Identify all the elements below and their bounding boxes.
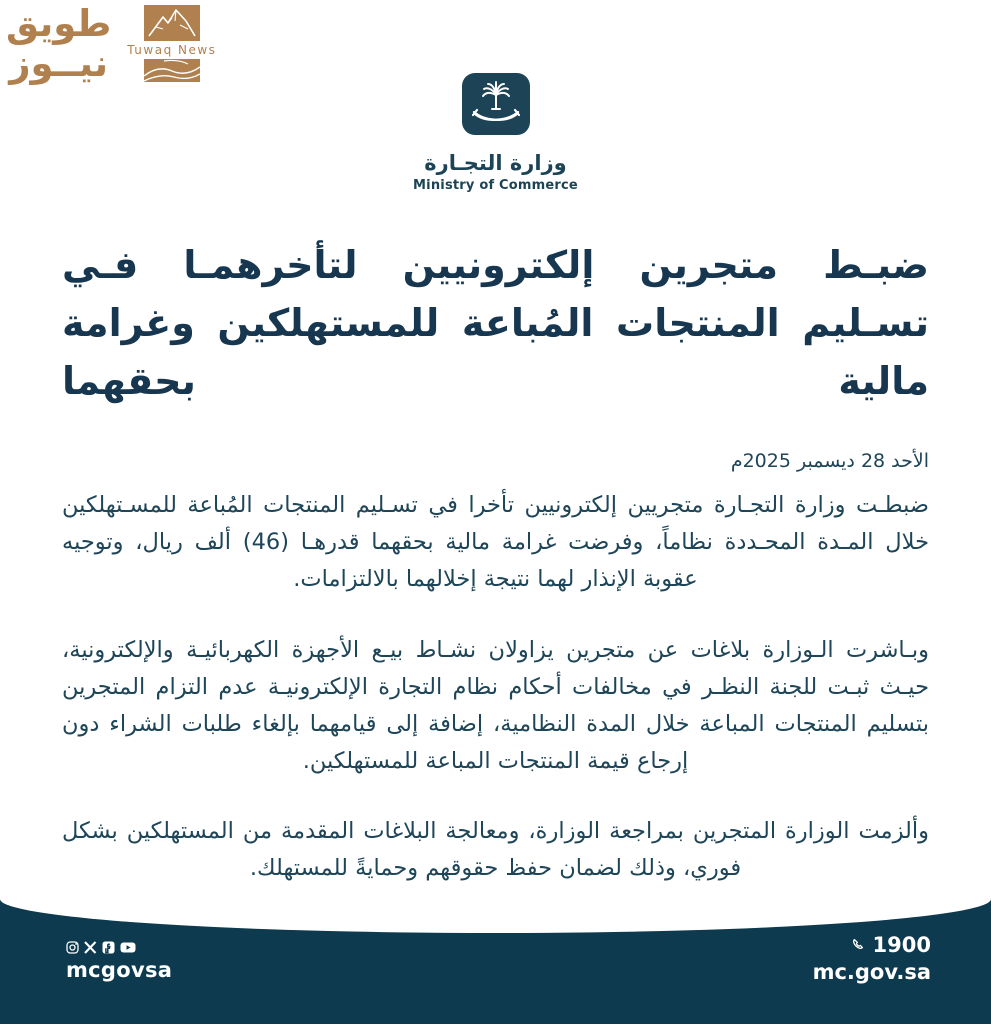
phone-line: [813, 933, 931, 957]
tuwaq-logo-column: [127, 5, 216, 82]
facebook-icon: [102, 941, 115, 954]
x-icon: [84, 941, 97, 954]
footer-social-block: [66, 940, 172, 982]
instagram-icon: [66, 941, 79, 954]
ministry-name-arabic: وزارة التجـارة: [424, 151, 567, 175]
article-date: الأحد 28 ديسمبر 2025م: [730, 450, 929, 473]
mountain-icon: [144, 5, 200, 41]
ministry-name-english: Ministry of Commerce: [413, 178, 578, 193]
headline: ضبـط متجرين إلكترونيين لتأخرهمـا فـي تسـليم المنتجات المُباعة للمستهلكين وغرامة مالية بحقهما: [62, 243, 929, 403]
paragraph-3: وألزمت الوزارة المتجرين بمراجعة الوزارة، ومعالجة البلاغات المقدمة من المستهلكين بشكل فوري، وذلك لضمان حفظ حقوقهم وحمايةً للمستهلك.: [62, 818, 929, 882]
dunes-icon: [144, 59, 200, 82]
footer-contact-block: [813, 933, 931, 984]
website-url: mc.gov.sa: [812, 960, 931, 984]
youtube-icon: [120, 941, 136, 954]
ministry-emblem-icon: [461, 72, 531, 136]
phone-number: 1900: [872, 933, 931, 957]
social-icons-row: [66, 940, 172, 955]
tuwaq-wordmark-line1: طويق: [6, 2, 112, 45]
tuwaq-wordmark: [6, 4, 111, 84]
paragraph-2: وبـاشرت الـوزارة بلاغات عن متجرين يزاولان نشـاط بيـع الأجهزة الكهربائيـة والإلكترونية، حيـث ثبـت للجنة النظـر في مخالفات أحكام نظام التجارة الإلكترونيـة عدم التزام المتجرين بتسليم المنتجات المباعة خلال المدة النظامية، إضافة إلى قيامهما بإلغاء طلبات الشراء دون إرجاع قيمة المنتجات المباعة للمستهلكين.: [62, 636, 929, 774]
tuwaq-news-logo: [6, 2, 216, 84]
tuwaq-caption: Tuwaq News: [127, 43, 217, 57]
social-handle: mcgovsa: [66, 958, 173, 982]
phone-icon: [851, 938, 866, 953]
tuwaq-wordmark-line2: نيــوز: [9, 41, 109, 85]
paragraph-1: ضبطـت وزارة التجـارة متجريين إلكترونيين تأخرا في تسـليم المنتجات المُباعة للمسـتهلكين خلال المـدة المحـددة نظاماً، وفرضت غرامة مالية بحقهما قدرهـا (46) ألف ريال، وتوجيه عقوبة الإنذار لهما نتيجة إخلالهما بالالتزامات.: [62, 492, 929, 593]
